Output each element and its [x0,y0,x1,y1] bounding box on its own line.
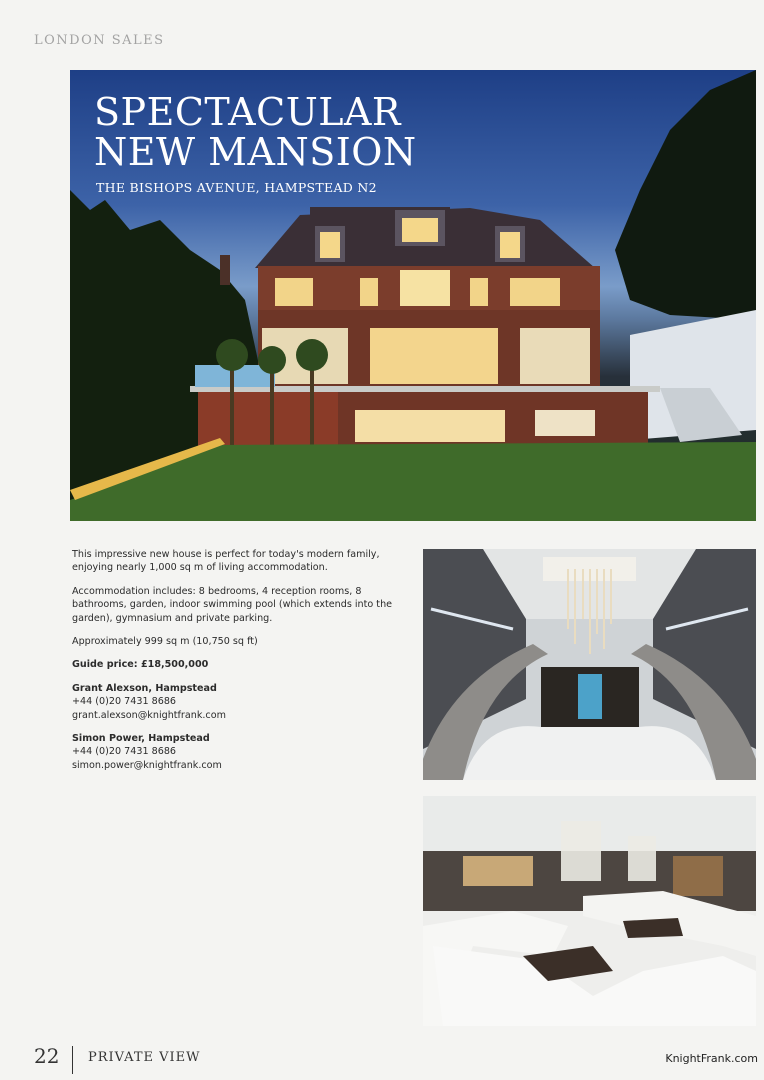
intro-paragraph: This impressive new house is perfect for today's modern family, enjoying nearly 1,000 sq m of living accommodation. [72,549,380,574]
section-label: LONDON SALES [34,33,165,48]
publication-title: PRIVATE VIEW [88,1050,201,1065]
contact-email[interactable]: grant.alexson@knightfrank.com [72,709,226,721]
contact-card [72,682,402,722]
contact-email[interactable]: simon.power@knightfrank.com [72,759,222,771]
lounge-photo [423,796,756,1026]
footer-divider [72,1046,73,1074]
hero-subtitle: THE BISHOPS AVENUE, HAMPSTEAD N2 [96,180,377,195]
contact-name: Simon Power, Hampstead [72,733,210,745]
contact-phone[interactable]: +44 (0)20 7431 8686 [72,696,177,708]
contact-card [72,732,402,772]
contact-phone[interactable]: +44 (0)20 7431 8686 [72,746,177,758]
hero-photo [70,70,756,521]
hero-title: SPECTACULAR NEW MANSION [94,90,417,174]
size-text: Approximately 999 sq m (10,750 sq ft) [72,636,258,648]
listing-details [72,548,402,782]
accommodation-paragraph: Accommodation includes: 8 bedrooms, 4 reception rooms, 8 bathrooms, garden, indoor swimming pool (which extends into the garden), gymnasium and private parking. [72,585,393,624]
contact-name: Grant Alexson, Hampstead [72,682,217,694]
website-link[interactable]: KnightFrank.com [665,1052,758,1065]
entrance-hall-photo [423,549,756,780]
page-number: 22 [34,1044,60,1068]
guide-price: Guide price: £18,500,000 [72,659,209,671]
